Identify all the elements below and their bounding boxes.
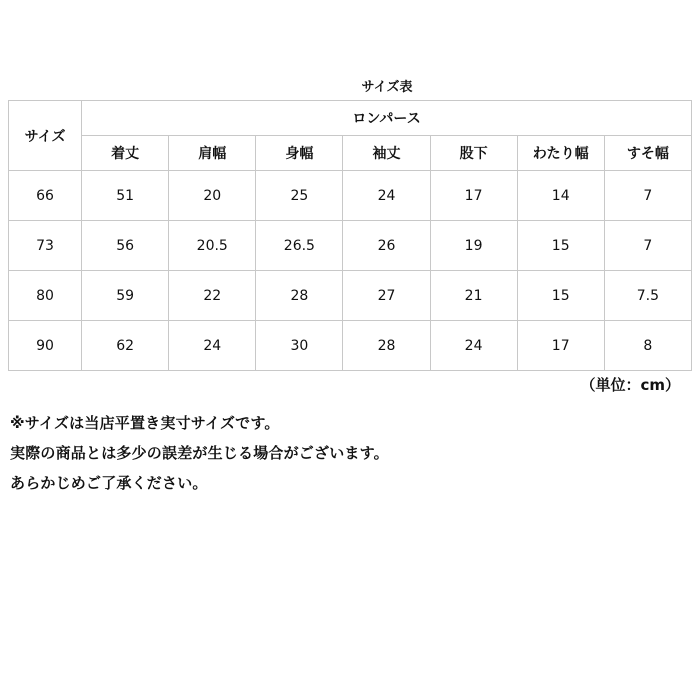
table-cell: 20.5 bbox=[169, 221, 256, 271]
size-cell: 80 bbox=[9, 271, 82, 321]
header-row-group bbox=[9, 101, 692, 136]
column-header-shoulder: 肩幅 bbox=[169, 136, 256, 171]
table-cell: 24 bbox=[169, 321, 256, 371]
column-header-thigh: わたり幅 bbox=[517, 136, 604, 171]
table-cell: 7.5 bbox=[604, 271, 691, 321]
table-cell: 15 bbox=[517, 221, 604, 271]
size-table bbox=[8, 100, 692, 371]
note-line: ※サイズは当店平置き実寸サイズです。 bbox=[10, 414, 280, 432]
table-cell: 26.5 bbox=[256, 221, 343, 271]
table-cell: 28 bbox=[343, 321, 430, 371]
table-cell: 56 bbox=[82, 221, 169, 271]
notes bbox=[10, 408, 690, 498]
table-cell: 25 bbox=[256, 171, 343, 221]
table-title: サイズ表 bbox=[361, 80, 413, 95]
column-header-inseam: 股下 bbox=[430, 136, 517, 171]
column-header-length: 着丈 bbox=[82, 136, 169, 171]
column-header-chest: 身幅 bbox=[256, 136, 343, 171]
unit-label: （単位：cm） bbox=[580, 376, 680, 394]
size-header: サイズ bbox=[9, 101, 82, 171]
table-cell: 27 bbox=[343, 271, 430, 321]
note-line: あらかじめご了承ください。 bbox=[10, 474, 208, 492]
table-cell: 15 bbox=[517, 271, 604, 321]
column-header-sleeve: 袖丈 bbox=[343, 136, 430, 171]
table-cell: 24 bbox=[430, 321, 517, 371]
table-cell: 17 bbox=[430, 171, 517, 221]
table-cell: 17 bbox=[517, 321, 604, 371]
table-cell: 24 bbox=[343, 171, 430, 221]
note-line: 実際の商品とは多少の誤差が生じる場合がございます。 bbox=[10, 444, 389, 462]
table-cell: 30 bbox=[256, 321, 343, 371]
size-cell: 90 bbox=[9, 321, 82, 371]
table-cell: 7 bbox=[604, 221, 691, 271]
header-row-columns bbox=[9, 136, 692, 171]
size-cell: 66 bbox=[9, 171, 82, 221]
table-cell: 20 bbox=[169, 171, 256, 221]
table-row bbox=[9, 171, 692, 221]
table-cell: 8 bbox=[604, 321, 691, 371]
table-cell: 28 bbox=[256, 271, 343, 321]
table-row bbox=[9, 271, 692, 321]
table-cell: 19 bbox=[430, 221, 517, 271]
size-cell: 73 bbox=[9, 221, 82, 271]
group-header: ロンパース bbox=[82, 101, 692, 136]
table-cell: 21 bbox=[430, 271, 517, 321]
table-cell: 7 bbox=[604, 171, 691, 221]
table-row bbox=[9, 221, 692, 271]
table-cell: 51 bbox=[82, 171, 169, 221]
table-cell: 62 bbox=[82, 321, 169, 371]
table-cell: 22 bbox=[169, 271, 256, 321]
table-row bbox=[9, 321, 692, 371]
table-cell: 14 bbox=[517, 171, 604, 221]
table-cell: 26 bbox=[343, 221, 430, 271]
column-header-hem: すそ幅 bbox=[604, 136, 691, 171]
table-cell: 59 bbox=[82, 271, 169, 321]
